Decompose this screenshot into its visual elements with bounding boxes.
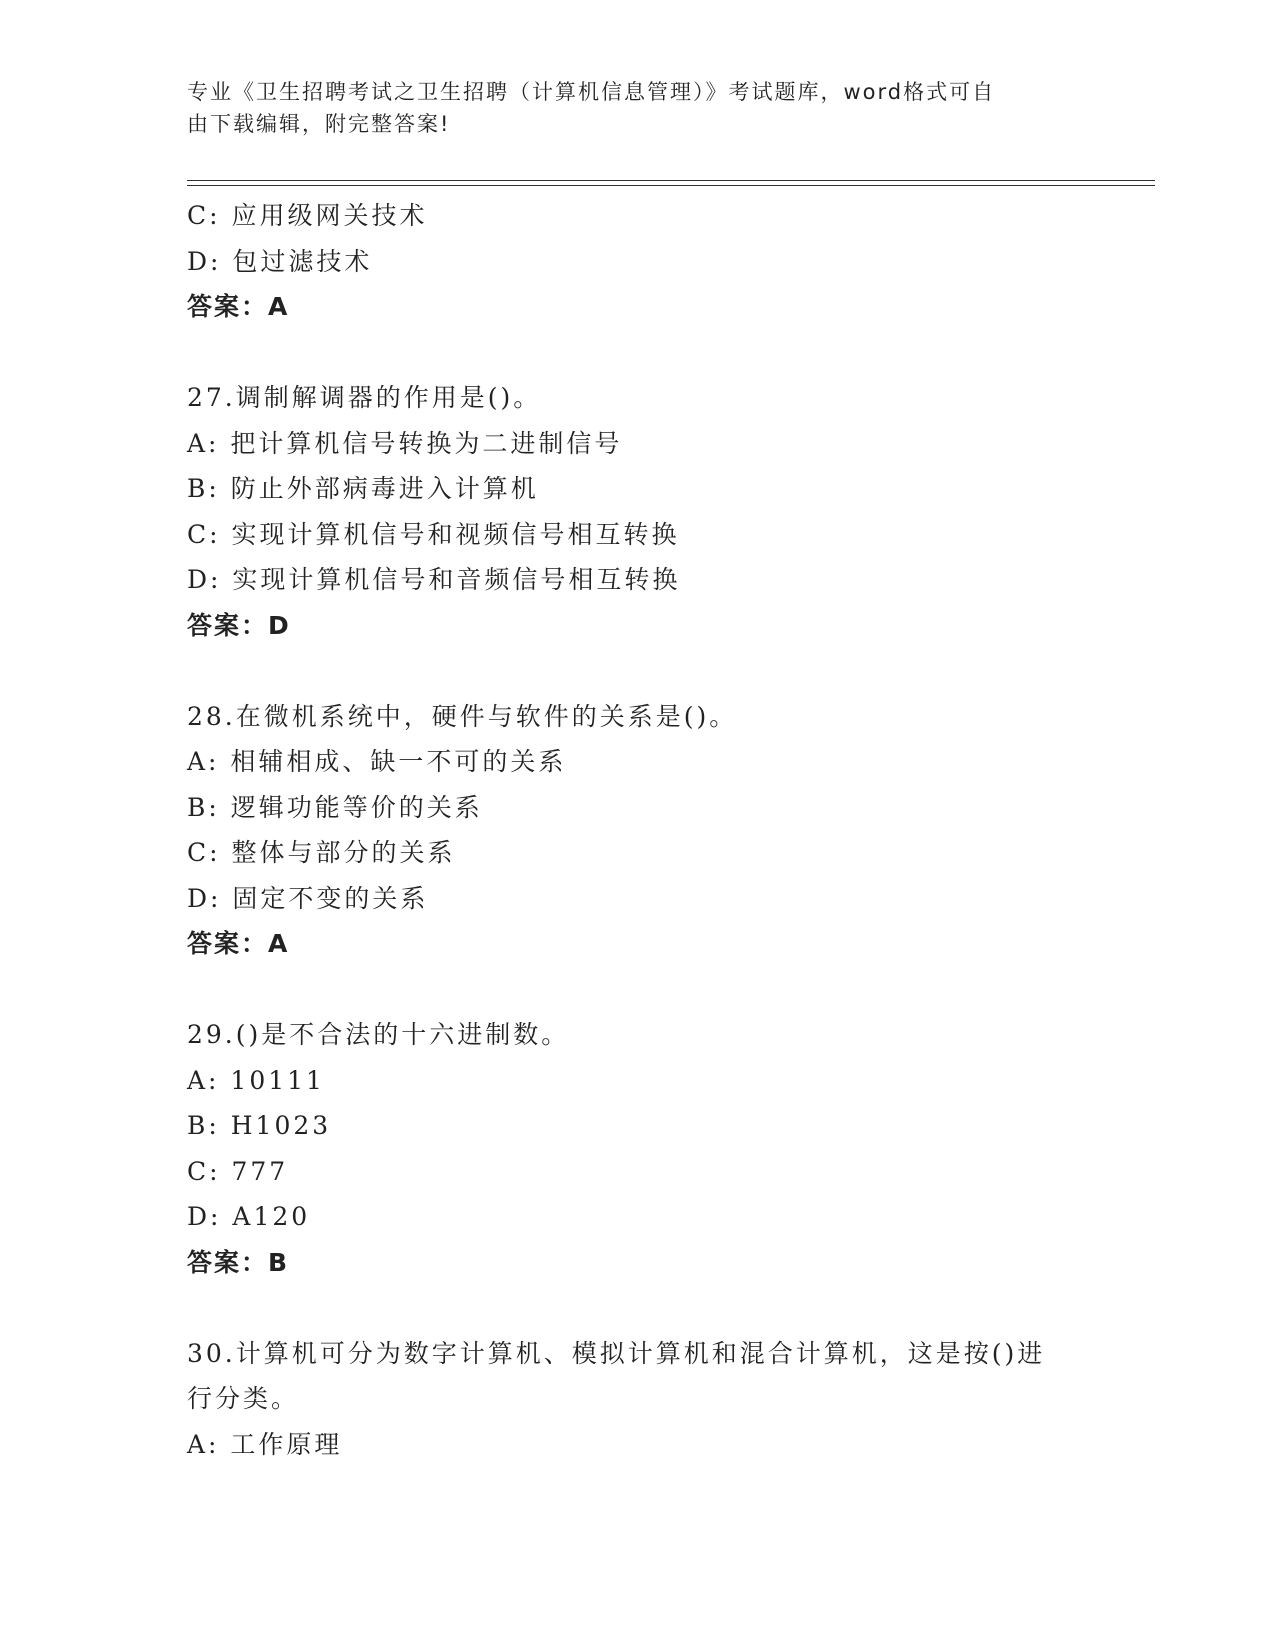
question-stem-line-1: 30.计算机可分为数字计算机、模拟计算机和混合计算机，这是按()进 xyxy=(187,1338,1046,1368)
question-stem: 28.在微机系统中，硬件与软件的关系是()。 xyxy=(187,701,738,731)
document-header xyxy=(187,76,1067,140)
option-d: D: 包过滤技术 xyxy=(187,246,373,276)
option-c: C: 整体与部分的关系 xyxy=(187,838,456,867)
spacer xyxy=(187,1285,1087,1331)
question-stem: 29.()是不合法的十六进制数。 xyxy=(187,1020,570,1049)
question-26-tail xyxy=(187,193,1087,330)
header-divider-bottom xyxy=(187,185,1155,186)
option-d: D: A120 xyxy=(187,1202,311,1231)
header-divider-top xyxy=(187,180,1155,181)
answer-label: 答案：A xyxy=(187,929,290,958)
option-a: A: 工作原理 xyxy=(187,1429,343,1459)
header-line-2: 由下载编辑，附完整答案! xyxy=(187,112,451,136)
question-stem-line-2: 行分类。 xyxy=(187,1384,300,1413)
option-a: A: 相辅相成、缺一不可的关系 xyxy=(187,747,567,776)
option-c: C: 应用级网关技术 xyxy=(187,201,428,230)
question-28 xyxy=(187,694,1087,967)
option-c: C: 777 xyxy=(187,1156,289,1186)
spacer xyxy=(187,330,1087,376)
spacer xyxy=(187,648,1087,694)
option-d: D: 固定不变的关系 xyxy=(187,883,429,913)
option-b: B: 防止外部病毒进入计算机 xyxy=(187,474,539,503)
option-a: A: 10111 xyxy=(187,1065,325,1095)
option-d: D: 实现计算机信号和音频信号相互转换 xyxy=(187,565,681,594)
option-b: B: 逻辑功能等价的关系 xyxy=(187,792,483,822)
option-c: C: 实现计算机信号和视频信号相互转换 xyxy=(187,519,680,549)
question-30 xyxy=(187,1331,1087,1468)
question-list xyxy=(187,193,1087,1467)
spacer xyxy=(187,967,1087,1013)
answer-label: 答案：A xyxy=(187,292,290,321)
header-line-1: 专业《卫生招聘考试之卫生招聘（计算机信息管理）》考试题库，word格式可自 xyxy=(187,80,996,104)
option-b: B: H1023 xyxy=(187,1111,332,1140)
question-stem: 27.调制解调器的作用是()。 xyxy=(187,383,542,412)
question-29 xyxy=(187,1012,1087,1285)
question-27 xyxy=(187,375,1087,648)
answer-label: 答案：B xyxy=(187,1247,290,1277)
option-a: A: 把计算机信号转换为二进制信号 xyxy=(187,428,623,458)
answer-label: 答案：D xyxy=(187,610,291,640)
